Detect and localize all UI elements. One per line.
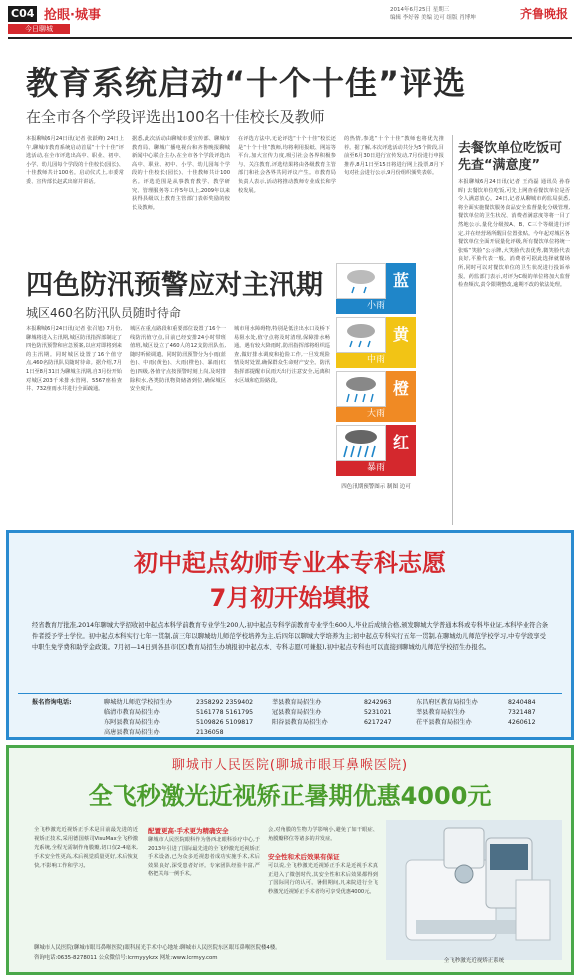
- contact-name: 莘县教育局招生办: [272, 699, 322, 706]
- ad2-middle-text-3: 可以说,全飞秒激光近视矫正手术是近视手术真正进入了微创时代,其安全性和术后效果都得到了国际同行的认可。暑假期间,凡来院进行全飞秒激光近视矫正手术者均可享受优惠4000元。: [268, 863, 378, 895]
- contacts-column: [104, 698, 260, 738]
- flood-warning-legend: [336, 263, 416, 481]
- warning-blue: [336, 263, 416, 315]
- page-number-tag: C04: [8, 6, 37, 22]
- story2-column-1: 本报聊城6月24日讯(记者 张召旭) 7月份,聊城将进入主汛期,城区防汛指挥部制定了四色防汛预警和应急预案,以应对即将到来的主汛期。同时城区设置了16个值守点,460名防汛队员随时待命。据介绍,7月1日至8月31日为聊城主汛期,自3月份开始对城区203千米排水管网、5567座检查井、732座雨水井进行全面疏通。: [26, 326, 122, 393]
- laser-device-image: [386, 820, 562, 960]
- ad2-subheading-2: 安全性和术后效果有保证: [268, 853, 340, 861]
- ad2-left-text: 全飞秒激光近视矫正手术是目前最先进的近视矫正技术,采用德国蔡司VisuMax全飞秒激光系统,全程无需制作角膜瓣,切口仅2-4毫米,手术安全性更高,术后视觉质量更好,术后恢复快,不影响工作和学习。: [34, 827, 138, 869]
- contacts-column: [272, 698, 428, 728]
- contact-row: [416, 718, 572, 728]
- warning-tag: 黄: [386, 317, 416, 353]
- story1-column-3: 在评选方法中,无论评选“十个十佳”校长还是“十个十佳”教师,均将利用报纸、网站等平台,加大宣传力度,吸引社会各界积极参与、关注教育,评选结果将由各级教育主管部门和社会各界共同评议产生。市教育局负责人表示,活动将推动教师专业成长和学校发展。: [238, 136, 336, 194]
- contact-name: 临清市教育局招生办: [104, 709, 160, 716]
- contact-name: 冠县教育局招生办: [272, 709, 322, 716]
- issue-info: [390, 6, 520, 22]
- ad1-title-secondary: 7月初开始填报: [209, 584, 371, 612]
- legend-caption: 四色汛期预警图示 制图 边可: [341, 484, 411, 490]
- ad1-body: 经省教育厅批准,2014年聊城大学招收初中起点本科学前教育专业学生200人,初中起点专科学前教育专业学生600人,毕业后成绩合格,颁发聊城大学普通本科或专科毕业证,本科毕业符合条件者授予学士学位。初中起点本科实行七年一贯制,前三年以聊城幼儿师范学校培养为主,后四年以聊城大学培养为主;初中起点专科实行五年一贯制,在聊城幼儿师范学校学习,中专学段享受中职生免学费和助学金政策。7月初—14日到各县市(区)教育局招生办填报初中起点本、专科志愿(可兼报),初中起点专科也可以直接到聊城幼儿师范学校招生办报名。: [32, 622, 549, 651]
- warning-level: 中雨: [336, 353, 416, 368]
- device-caption: 全飞秒激光近视矫正系统: [443, 958, 505, 964]
- subsection-label: 今日聊城: [8, 24, 70, 34]
- warning-level: 暴雨: [336, 461, 416, 476]
- ad1-contacts: [32, 698, 560, 738]
- contacts-label: 报名咨询电话:: [32, 699, 72, 706]
- header-divider: [8, 37, 572, 39]
- section-title: 抢眼·城事: [44, 8, 101, 23]
- warning-tag: 橙: [386, 371, 416, 407]
- issue-editors: 编辑 李好蓉 美编 边可 组版 肖博坤: [390, 15, 476, 21]
- contact-row: [104, 718, 260, 728]
- contact-phone: 8242963: [364, 699, 392, 706]
- warning-orange: [336, 371, 416, 423]
- contact-phone: 6217247: [364, 719, 392, 726]
- story1-column-1: 本报聊城6月24日讯(记者 张跃峰) 24日上午,聊城市教育系统启动首届“十个十佳”评选活动,在全市评选出高中、职业、初中、小学、幼儿园每个学段的十佳校长(园长)、十佳教师共计100名。启动仪式上,市委常委、宣传部长赵武出席并讲话。: [26, 136, 124, 185]
- contact-name: 茌平县教育局招生办: [416, 719, 472, 726]
- ad2-hospital-name: 聊城市人民医院(聊城市眼耳鼻喉医院): [171, 758, 409, 773]
- contact-name: 高唐县教育局招生办: [104, 729, 160, 736]
- warning-red: [336, 425, 416, 477]
- contact-name: 阳谷县教育局招生办: [272, 719, 328, 726]
- contact-phone: 2358292 2359402: [196, 699, 254, 706]
- light-rain-icon: [336, 263, 386, 299]
- ad2-middle-text: 聊城市人民医院眼科作为鲁西北眼科诊疗中心,于2013年引进了国际最先进的全飞秒激光近视矫正手术设备,已为众多近视患者成功实施手术,术后效果良好,深受患者好评。专家团队经验丰富,严格把关每一例手术。: [148, 837, 260, 878]
- contact-name: 东昌府区教育局招生办: [416, 699, 478, 706]
- story2-headline: 四色防汛预警应对主汛期: [26, 270, 323, 301]
- ad2-contact-info: 咨询电话:0635-8278011 公众微信号:lcrmyyykzx 网址:www.lcrmyy.com: [34, 955, 218, 961]
- contact-phone: 8240484: [508, 699, 536, 706]
- warning-level: 小雨: [336, 299, 416, 314]
- story1-column-2: 据悉,此次活动由聊城市委宣传部、聊城市教育局、聊城广播电视台和齐鲁晚报聊城新闻中心联合主办,在全市各个学段评选出高中、职业、初中、小学、幼儿园每个学段的十佳校长(园长)、十佳教师共计100名。评选范围是从事教育教学、教学研究、管理服务等工作5年以上,2009年以来获得县级以上教育主管部门表彰奖励的校长及教师。: [132, 136, 230, 211]
- story2-column-3: 城市用水障碍物,特别是低洼出水口及桥下易阻水处,值守点将及时清理,保障排水畅通。遇有较大降雨时,防汛指挥部将组织巡查,做好排水调度和抢险工作,一旦发现险情及时处置,确保群众生命财产安全。防汛指挥部提醒市民雨天出行注意安全,远离积水区域和危险路段。: [234, 326, 330, 384]
- contact-row: [272, 718, 428, 728]
- story3-headline: 去餐饮单位吃饭可先查“满意度”: [458, 141, 563, 173]
- newspaper-masthead: 齐鲁晚报: [520, 7, 569, 21]
- contact-name: 莘县教育局招生办: [416, 709, 466, 716]
- contact-name: 东阿县教育局招生办: [104, 719, 160, 726]
- story3-body: 本报聊城6月24日讯(记者 王尚磊 通讯员 孙春晖) 去餐饮单位吃饭,可先上网查看餐饮单位是否令人满意放心。24日,记者从聊城市药监局获悉,将全面实施餐饮服务食品安全监督量化分级管理,餐饮单位的卫生状况、消费者满意度等将一目了然地公示,量化分级按A、B、C三个等级进行评定,并在经营场所醒目位置张贴。今年起对城区各餐饮单位全面开展量化评级,所有餐饮单位将统一张贴“笑脸”公示牌,大笑脸代表优秀,微笑脸代表良好,平脸代表一般。消费者可据此选择就餐场所,同时可以对餐饮单位的卫生状况进行投诉举报。药监部门表示,对评为C级的单位将加大监督检查频次,责令限期整改,逾期不改的依法处理。: [458, 179, 570, 289]
- contact-phone: 2136058: [196, 729, 224, 736]
- contact-row: [272, 708, 428, 718]
- heavy-rain-icon: [336, 371, 386, 407]
- story2-subheadline: 城区460名防汛队员随时待命: [26, 306, 181, 320]
- warning-tag: 红: [386, 425, 416, 461]
- contact-row: [272, 698, 428, 708]
- rainstorm-icon: [336, 425, 386, 461]
- contact-phone: 7321487: [508, 709, 536, 716]
- moderate-rain-icon: [336, 317, 386, 353]
- warning-level: 大雨: [336, 407, 416, 422]
- ad2-title: 全飞秒激光近视矫正暑期优惠4000元: [88, 782, 492, 810]
- story1-subheadline: 在全市各个学段评选出100名十佳校长及教师: [26, 108, 325, 126]
- contact-phone: 5109826 5109817: [196, 719, 254, 726]
- contact-row: [416, 708, 572, 718]
- ad2-address: 聊城市人民医院(聊城市眼耳鼻喉医院)眼科屈光手术中心地址:聊城市人民医院东区眼耳鼻喉医院楼4楼。: [34, 945, 281, 951]
- warning-tag: 蓝: [386, 263, 416, 299]
- column-divider: [452, 135, 453, 525]
- contact-phone: 4260612: [508, 719, 536, 726]
- contact-phone: 5231021: [364, 709, 392, 716]
- ad1-title: 初中起点幼师专业本专科志愿: [134, 549, 446, 577]
- contact-row: [104, 698, 260, 708]
- ad2-subheading: 配置更高·手术更为精确安全: [148, 827, 229, 835]
- issue-date: 2014年6月25日 星期三: [390, 7, 450, 13]
- ad1-divider: [18, 693, 562, 694]
- ad2-middle-text-2: 会,对角膜的生物力学影响小,避免了如干眼症、角膜瓣移位等诸多的并发症。: [268, 827, 378, 842]
- contact-phone: 5161778 5161795: [196, 709, 254, 716]
- contact-row: [104, 708, 260, 718]
- story1-column-4: 的热情,参选“十个十佳”教师也将优先推荐。据了解,本次评选活动共分为5个阶段,目前至6月30日进行宣传发动,7月份进行申报推荐,8月1日至15日将进行网上投票,8月下旬对社会进行公示,9月份组织颁奖表彰。: [344, 136, 444, 177]
- warning-yellow: [336, 317, 416, 369]
- contact-row: [416, 698, 572, 708]
- contact-name: 聊城幼儿师范学校招生办: [104, 699, 173, 706]
- contacts-column: [416, 698, 572, 728]
- contact-row: [104, 728, 260, 738]
- story2-column-2: 城区在重点路段和重要部位设置了16个一线防汛值守点,目前已经安排24小时带班值班,城区设立了460人的12支防汛队伍,随时听候调遣。同时防汛预警分为小雨(蓝色)、中雨(黄色)、大雨(橙色)、暴雨(红色)四级,各值守点按预警时刻上岗,及时排除积水,各类防汛物资储备到位,确保城区安全度汛。: [130, 326, 226, 393]
- story1-headline: 教育系统启动“十个十佳”评选: [26, 64, 467, 102]
